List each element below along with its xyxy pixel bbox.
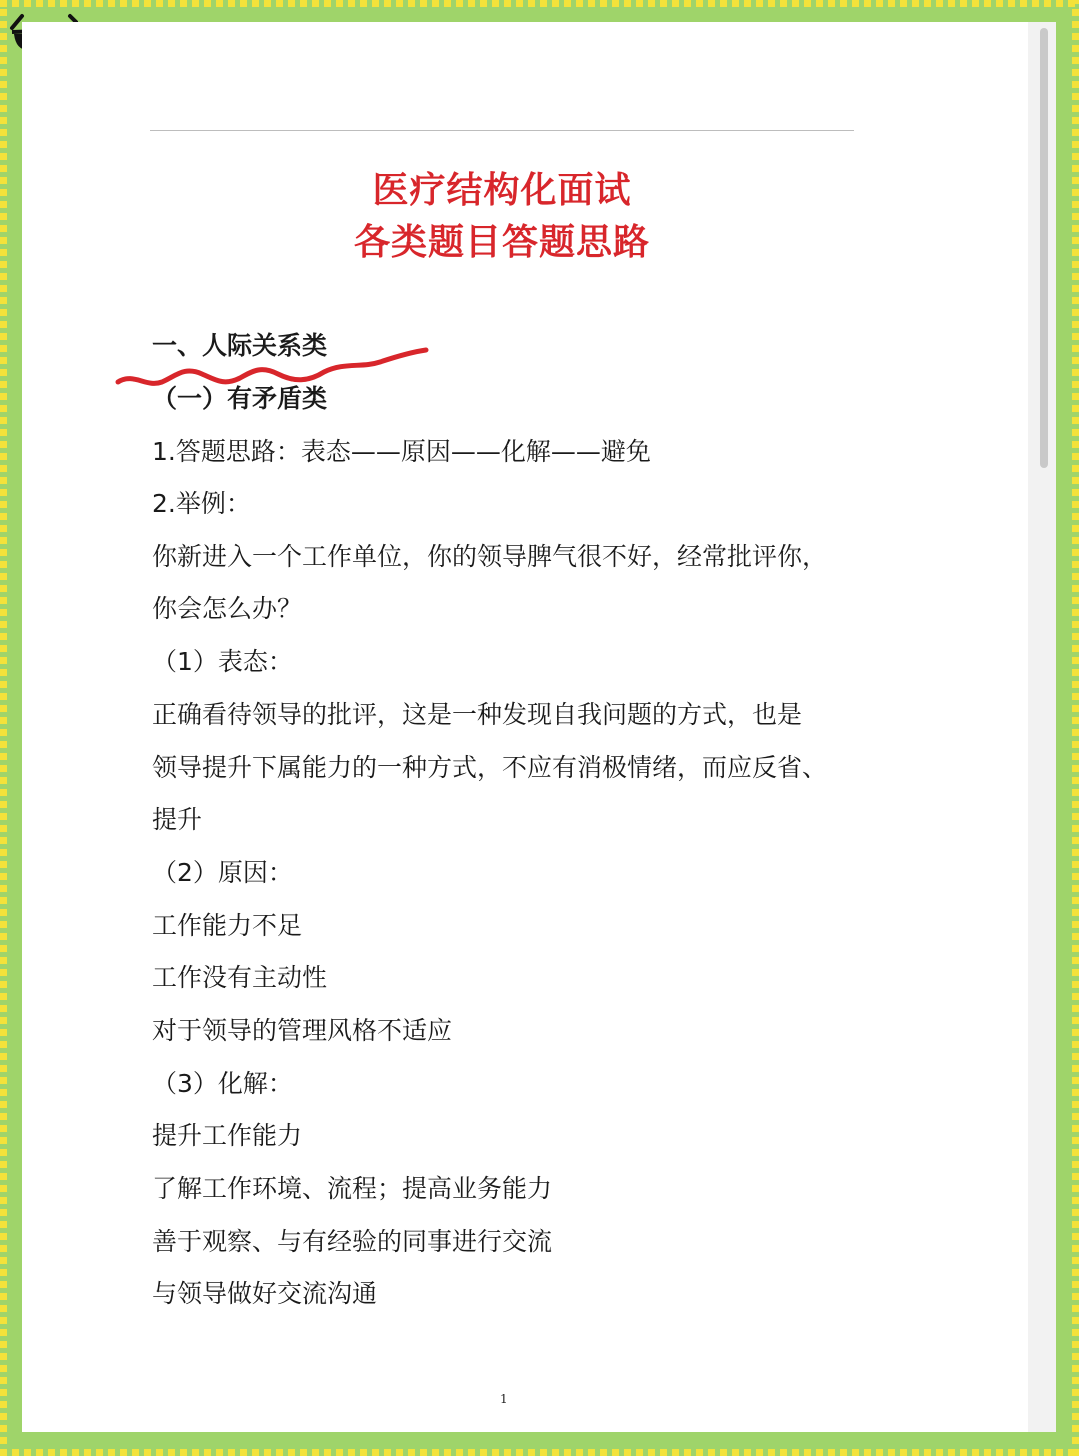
- step-2-heading: （2）原因：: [152, 858, 293, 887]
- step-2-item-1: 工作能力不足: [152, 911, 303, 940]
- step-3-item-4: 与领导做好交流沟通: [152, 1279, 378, 1308]
- step-2-item-3: 对于领导的管理风格不适应: [152, 1016, 453, 1045]
- section-heading: 一、人际关系类: [152, 331, 328, 360]
- step-3-item-1: 提升工作能力: [152, 1121, 303, 1150]
- document-title-line-2: 各类题目答题思路: [353, 222, 650, 263]
- step-1-heading: （1）表态：: [152, 647, 293, 676]
- example-question-line-1: 你新进入一个工作单位，你的领导脾气很不好，经常批评你，: [152, 542, 828, 571]
- example-label: 2.举例：: [152, 489, 251, 518]
- answer-approach: 1.答题思路：表态——原因——化解——避免: [152, 437, 651, 466]
- step-1-text-line-2: 领导提升下属能力的一种方式，不应有消极情绪，而应反省、: [152, 753, 828, 782]
- subsection-heading: （一）有矛盾类: [152, 384, 328, 413]
- step-2-item-2: 工作没有主动性: [152, 963, 328, 992]
- document-page: [22, 22, 1056, 1432]
- step-1-text-line-3: 提升: [152, 805, 203, 834]
- step-3-item-2: 了解工作环境、流程；提高业务能力: [152, 1174, 553, 1203]
- document-title-line-1: 医疗结构化面试: [372, 170, 632, 211]
- step-3-heading: （3）化解：: [152, 1069, 293, 1098]
- scrollbar-thumb[interactable]: [1040, 28, 1048, 468]
- page-number: 1: [500, 1392, 508, 1406]
- example-question-line-2: 你会怎么办？: [152, 594, 303, 623]
- header-rule: [150, 130, 854, 131]
- step-3-item-3: 善于观察、与有经验的同事进行交流: [152, 1227, 553, 1256]
- step-1-text-line-1: 正确看待领导的批评，这是一种发现自我问题的方式，也是: [152, 700, 803, 729]
